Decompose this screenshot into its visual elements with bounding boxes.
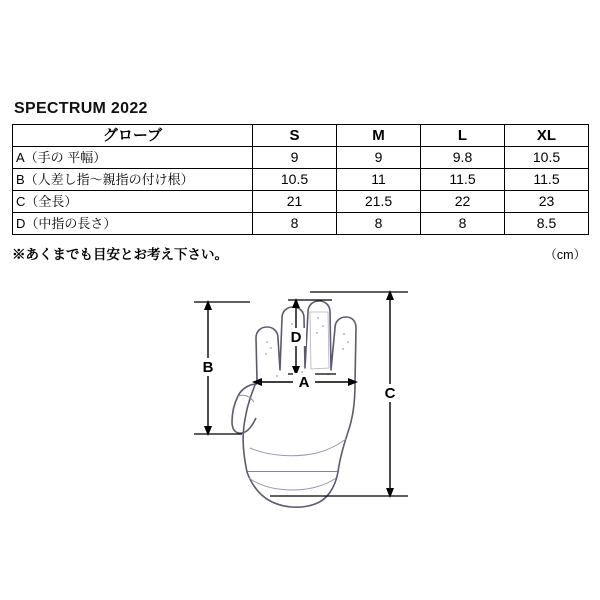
cell-c-l: 22 [421, 191, 505, 213]
row-label-c: C（全長） [13, 191, 253, 213]
cell-b-s: 10.5 [253, 169, 337, 191]
table-row [13, 147, 589, 169]
table-header-size-m: M [337, 125, 421, 147]
cell-b-xl: 11.5 [505, 169, 589, 191]
row-label-a: A（手の 平幅） [13, 147, 253, 169]
table-header-row [13, 125, 589, 147]
cell-b-m: 11 [337, 169, 421, 191]
cell-c-s: 21 [253, 191, 337, 213]
table-header-size-xl: XL [505, 125, 589, 147]
cell-d-l: 8 [421, 213, 505, 235]
dimension-label-c: C [384, 385, 396, 402]
glove-size-table [12, 124, 589, 235]
table-header-size-l: L [421, 125, 505, 147]
cell-a-m: 9 [337, 147, 421, 169]
cell-d-s: 8 [253, 213, 337, 235]
dimension-b [194, 300, 250, 436]
table-header-size-s: S [253, 125, 337, 147]
table-row [13, 191, 589, 213]
cell-d-xl: 8.5 [505, 213, 589, 235]
row-label-d: D（中指の長さ） [13, 213, 253, 235]
cell-c-m: 21.5 [337, 191, 421, 213]
row-label-b: B（人差し指～親指の付け根） [13, 169, 253, 191]
table-row [13, 169, 589, 191]
page-title: SPECTRUM 2022 [14, 100, 148, 117]
table-header-label: グローブ [13, 125, 253, 147]
unit-label: （cm） [544, 248, 586, 262]
cell-b-l: 11.5 [421, 169, 505, 191]
cell-c-xl: 23 [505, 191, 589, 213]
cell-d-m: 8 [337, 213, 421, 235]
dimension-label-a: A [298, 374, 310, 391]
disclaimer-note: ※あくまでも目安とお考え下さい。 [12, 247, 228, 262]
table-row [13, 213, 589, 235]
cell-a-l: 9.8 [421, 147, 505, 169]
cell-a-xl: 10.5 [505, 147, 589, 169]
glove-measurement-diagram [150, 272, 450, 522]
dimension-label-b: B [202, 359, 214, 376]
cell-a-s: 9 [253, 147, 337, 169]
dimension-label-d: D [290, 329, 302, 346]
